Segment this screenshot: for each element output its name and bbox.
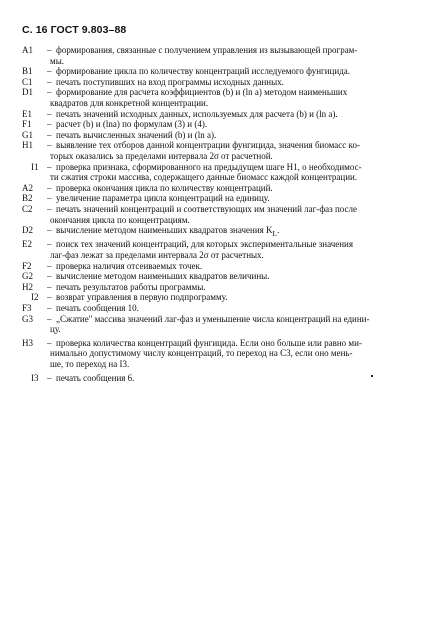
entry-code: G2 [22,271,33,282]
entry-line: . [277,225,280,236]
entry-code: E1 [22,108,32,119]
entry-code: I3 [31,372,39,383]
entry-dash: – [47,182,52,193]
list-item-c1 [0,77,427,88]
entry-text: печать результатов работы программы. [56,281,206,292]
entry-text: расчет (b) и (lna) по формулам (3) и (4). [56,119,208,130]
list-item-f2 [0,261,427,272]
entry-text: проверка наличия отсеиваемых точек. [56,260,203,271]
entry-text [50,203,392,225]
entry-text [56,225,392,239]
list-item-b2 [0,193,427,204]
entry-text: печать сообщения 6. [56,372,135,383]
entry-dash: – [47,303,52,314]
entry-code: C1 [22,76,33,87]
entry-text [50,239,392,261]
entry-code: I1 [31,161,39,172]
entry-text: печать значений исходных данных, используемых для расчета (b) и (ln a). [56,108,338,119]
list-item-i2 [0,292,427,303]
entry-text [50,87,392,108]
entry-dash: – [47,140,52,151]
entry-text: увеличение параметра цикла концентраций на единицу. [56,193,270,204]
entry-dash: – [47,313,52,324]
entry-code: D1 [22,87,33,98]
entry-line: формирования, связанные с получением управления из вызывающей програм- [56,45,358,55]
entry-text: проверка окончания цикла по количеству концентраций. [56,182,273,193]
entry-line: формирование для расчета коэффициентов (b) и (ln a) методом наименьших [56,87,348,98]
list-item-b1 [0,66,427,77]
entry-dash: – [47,239,52,250]
entry-dash: – [47,161,52,172]
entry-dash: – [47,87,52,98]
entry-text [50,313,392,335]
entry-line: нимально допустимому числу концентраций, то переход на C3, если оно мень- [50,348,353,359]
entry-text: вычисление методом наименьших квадратов величины. [56,271,270,282]
entry-code: D2 [22,225,33,236]
list-item-d1 [0,87,427,108]
entry-text [50,337,392,370]
entry-dash: – [47,203,52,214]
entry-code: H1 [22,140,33,151]
entry-dash: – [47,292,52,303]
entry-text: формирование цикла по количеству концентраций исследуемого фунгицида. [56,66,351,77]
entry-code: A2 [22,182,33,193]
entry-text: возврат управления в первую подпрограмму. [56,292,228,303]
entry-code: H2 [22,281,33,292]
entry-code: B1 [22,66,33,77]
entry-code: H3 [22,337,33,348]
entry-dash: – [47,108,52,119]
entry-line: цу. [50,324,61,335]
list-item-a2 [0,183,427,194]
entry-dash: – [47,193,52,204]
list-item-i1 [0,162,427,183]
list-item-h1 [0,140,427,161]
entry-code: C2 [22,203,33,214]
entry-line: окончания цикла по концентрациям. [50,214,190,225]
entry-dash: – [47,45,52,55]
list-item-e1 [0,109,427,120]
entry-dash: – [47,372,52,383]
entry-dash: – [47,76,52,87]
entry-text [50,140,392,161]
entry-line: проверка признака, сформированного на предыдущем шаге H1, о необходимос- [56,161,362,172]
entry-code: F2 [22,260,32,271]
entry-code: A1 [22,45,33,55]
list-item-g2 [0,271,427,282]
list-item-g3 [0,314,427,335]
entry-line: квадратов для конкретной концентрации. [50,97,209,108]
entry-line: торых оказались за пределами интервала 2σ от расчетной. [50,150,273,161]
definition-list [0,45,427,383]
entry-dash: – [47,260,52,271]
page-header: С. 16 ГОСТ 9.803–88 [22,24,127,36]
list-item-f1 [0,119,427,130]
entry-code: G3 [22,313,33,324]
entry-text [50,45,392,66]
entry-dash: – [47,225,52,236]
entry-line: выявление тех отборов данной концентрации фунгицида, значения биомасс ко- [56,140,360,151]
entry-text: печать вычисленных значений (b) и (ln a). [56,129,217,140]
entry-line: печать значений концентраций и соответствующих им значений лаг-фаз после [56,203,357,214]
list-item-i3 [0,373,427,384]
list-item-h2 [0,282,427,293]
entry-dash: – [47,129,52,140]
entry-text [50,161,392,183]
entry-code: G1 [22,129,33,140]
entry-line: лаг-фаз лежат за пределами интервала 2σ от расчетных. [50,250,264,261]
entry-line: мы. [50,55,64,66]
list-item-h3 [0,338,427,370]
entry-line: ше, то переход на I3. [50,359,130,370]
entry-dash: – [47,281,52,292]
entry-code: I2 [31,292,39,303]
list-item-e2 [0,239,427,260]
entry-dash: – [47,337,52,348]
entry-code: F1 [22,119,32,130]
entry-line: проверка количества концентраций фунгицида. Если оно больше или равно ми- [56,337,362,348]
entry-line: поиск тех значений концентраций, для которых экспериментальные значения [56,239,354,250]
list-item-g1 [0,130,427,141]
entry-text: печать поступивших на вход программы исходных данных. [56,76,284,87]
entry-code: F3 [22,303,32,314]
scan-speck [371,375,373,377]
entry-line: „Сжатие" массива значений лаг-фаз и уменьшение числа концентраций на едини- [56,313,370,324]
entry-dash: – [47,66,52,77]
subscript: L [272,228,278,238]
entry-code: E2 [22,239,32,250]
list-item-a1 [0,45,427,66]
entry-dash: – [47,119,52,130]
entry-dash: – [47,271,52,282]
list-item-c2 [0,204,427,225]
entry-text: печать сообщения 10. [56,303,139,314]
entry-code: B2 [22,193,33,204]
entry-line: вычисление методом наименьших квадратов значения K [56,225,273,236]
list-item-d2 [0,225,427,239]
entry-line: ти сжатия строки массива, содержащего данные биомасс каждой концентрации. [50,172,358,183]
list-item-f3 [0,303,427,314]
